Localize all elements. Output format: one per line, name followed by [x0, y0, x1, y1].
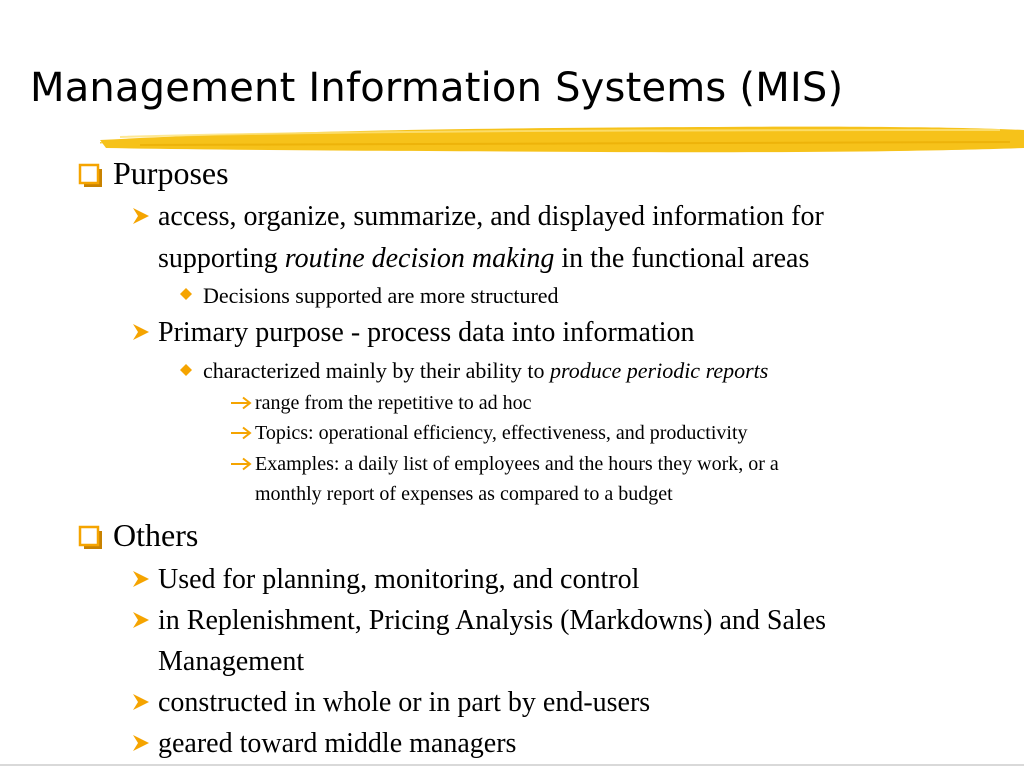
- arrow-icon: [230, 457, 252, 471]
- others-item-2-line2: Management: [158, 646, 305, 677]
- arrowhead-icon: [131, 569, 151, 589]
- others-item-2-line1: in Replenishment, Pricing Analysis (Markdowns) and Sales: [158, 605, 827, 636]
- diamond-icon: [180, 364, 192, 376]
- others-item-1: Used for planning, monitoring, and control: [158, 564, 640, 595]
- purposes-heading: Purposes: [113, 155, 229, 191]
- bottom-divider: [0, 764, 1024, 766]
- arrowhead-icon: [131, 610, 151, 630]
- arrowhead-icon: [131, 733, 151, 753]
- purpose-item-2: Primary purpose - process data into information: [158, 317, 695, 348]
- arrowhead-icon: [131, 692, 151, 712]
- hollow-square-icon: [78, 525, 104, 551]
- purpose-item-2-sub: characterized mainly by their ability to produce periodic reports: [203, 358, 769, 383]
- report-detail-2: Topics: operational efficiency, effectiveness, and productivity: [255, 422, 748, 444]
- others-item-4: geared toward middle managers: [158, 728, 517, 759]
- slide-title: Management Information Systems (MIS): [30, 65, 844, 111]
- arrow-icon: [230, 396, 252, 410]
- purpose-item-1-sub: Decisions supported are more structured: [203, 283, 559, 308]
- others-item-3: constructed in whole or in part by end-users: [158, 687, 651, 718]
- diamond-icon: [180, 288, 192, 300]
- others-heading: Others: [113, 517, 199, 553]
- hollow-square-icon: [78, 163, 104, 189]
- arrow-icon: [230, 426, 252, 440]
- highlight-brush-stroke: [100, 118, 1024, 158]
- purpose-item-1-line1: access, organize, summarize, and displayed information for: [158, 201, 824, 232]
- arrowhead-icon: [131, 206, 151, 226]
- report-detail-1: range from the repetitive to ad hoc: [255, 392, 532, 414]
- report-detail-3-line2: monthly report of expenses as compared to a budget: [255, 483, 673, 505]
- report-detail-3-line1: Examples: a daily list of employees and the hours they work, or a: [255, 453, 779, 475]
- purpose-item-1-line2: supporting routine decision making in the functional areas: [158, 243, 810, 274]
- arrowhead-icon: [131, 322, 151, 342]
